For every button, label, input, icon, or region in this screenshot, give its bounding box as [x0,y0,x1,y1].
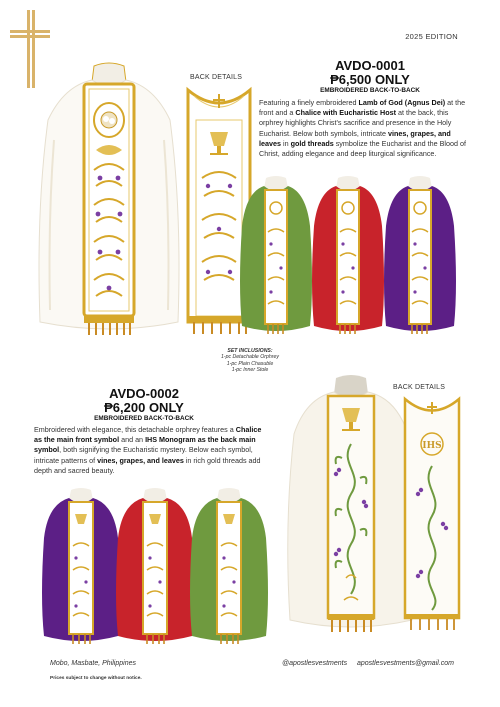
inclusion-item: 1-pc Plain Chasuble [226,360,274,367]
vestment-green-variant-2 [188,488,270,648]
inclusion-item: 1-pc Detachable Orphrey [221,354,279,361]
footer-location: Mobo, Masbate, Philippines [50,660,136,667]
product-code-2: AVDO-0002 [109,386,179,401]
orphrey-ihs-back-detail-image [402,396,462,632]
product-price-1: ₱6,500 ONLY [330,72,410,87]
set-inclusions-title: SET INCLUSIONS: [227,348,273,354]
vestment-ivory-front-image [284,374,418,636]
vestment-purple-variant-1 [382,176,458,338]
product-code-1: AVDO-0001 [335,58,405,73]
product-price-2: ₱6,200 ONLY [104,400,184,415]
footer-email-link[interactable]: apostlesvestments@gmail.com [357,660,454,667]
back-details-label-1: BACK DETAILS [190,74,243,81]
vestment-red-variant-1 [310,176,386,338]
footer-social-handle[interactable]: @apostlesvestments [282,660,348,667]
price-disclaimer: Prices subject to change without notice. [50,676,142,681]
svg-text:IHS: IHS [422,441,442,451]
edition-label: 2025 EDITION [405,32,458,41]
vestment-green-variant-1 [238,176,314,338]
vestment-white-front-image [34,60,184,338]
vestment-purple-variant-2 [40,488,122,648]
product-description-2: Embroidered with elegance, this detachable orphrey features a Chalice as the main front symbol and an IHS Monogram as the back main symbol, both signifying the Eucharistic mystery. Below each symbol, intricate patterns of vines, grapes, and leaves in rich gold threads add depth and sacred beauty. [34,425,262,475]
vestment-red-variant-2 [114,488,196,648]
product-subtitle-2: EMBROIDERED BACK-TO-BACK [94,415,194,422]
product-description-1: Featuring a finely embroidered Lamb of God (Agnus Dei) at the front and a Chalice with Eucharistic Host at the back, this orphrey highlights Christ's sacrifice and presence in the Holy Eucharist. Below both symbols, intricate vines, grapes, and leaves in gold threads symbolize the Eucharist and the Blood of Christ, adding elegance and deep liturgical significance. [259,98,466,159]
back-details-label-2: BACK DETAILS [393,384,446,391]
product-subtitle-1: EMBROIDERED BACK-TO-BACK [320,87,420,94]
inclusion-item: 1-pc Inner Stole [231,367,269,374]
set-inclusions [200,348,300,374]
